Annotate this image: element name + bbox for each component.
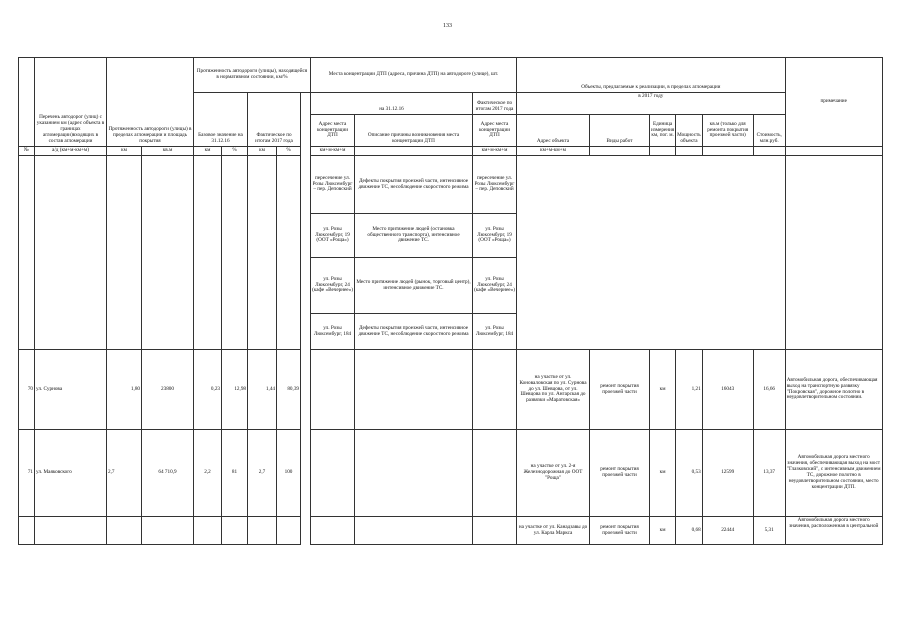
cont-act-pct [277,156,301,350]
base-km: 0,23 [194,350,222,430]
dtp-addr: пересечение ул. Розы Люксембург – пер. Деповский [311,156,355,214]
dtp-addr2: ул. Розы Люксембург, 19 (ООТ «Роща») [473,214,517,258]
dtp-cause: Место притяжение людей (остановка общественного транспорта), интенсивное движение ТС. [355,214,473,258]
table-row [19,430,883,517]
cost: 16,66 [753,350,785,430]
note: Автомобильная дорога местного значения, расположенная в центральной [785,517,882,545]
dtp-addr: ул. Розы Люксембург, 24 (кафе «Вечернее») [311,258,355,314]
object-address: на участке от ул. Канадзавы до ул. Карла Маркса [517,517,590,545]
cost-header: Стоимость, млн.руб. [753,115,785,147]
dtp-addr: ул. Розы Люксембург, 19 (ООТ «Роща») [311,214,355,258]
km-subheader: км [107,147,142,156]
capacity-header: Мощность объекта [676,115,703,147]
road-sqm [142,517,194,545]
dtp-addr-header: Адрес места концентрации ДТП [311,115,355,147]
road-km [107,517,142,545]
dtp-cause [355,350,473,430]
dtp-addr2: ул. Розы Люксембург, 24 (кафе «Вечернее») [473,258,517,314]
dtp-cause: Дефекты покрытия проезжей части, интенсивное движение ТС, несоблюдение скоростного режима [355,314,473,350]
addr-subheader: а/д (км+м-км+м) [35,147,107,156]
cost: 5,31 [753,517,785,545]
dtp-cause: Место притяжение людей (рынок, торговый центр), интенсивное движение ТС. [355,258,473,314]
dtp-addr [311,350,355,430]
unit: км [650,350,676,430]
dtp-cause [355,517,473,545]
act-km: 2,7 [248,430,277,517]
page-number: 133 [443,23,452,29]
road-objects-table [18,57,883,545]
unit: км [650,430,676,517]
cont-spacer [301,156,311,350]
road-name: ул. Сурнова [35,350,107,430]
road-km: 1,80 [107,350,142,430]
repair-header: кв.м (только для ремонта покрытия проезжей части) [702,115,753,147]
road-name [35,517,107,545]
dtp-cause [355,430,473,517]
act-pct: 100 [277,430,301,517]
road-km: 2,7 [107,430,142,517]
dtp-cause-header: Описание причины возникновения места концентрации ДТП [355,115,473,147]
dtp-addr2 [473,350,517,430]
row-num [19,517,35,545]
object-address: на участке от ул. 2-я Железнодорожная до ООТ "Роща" [517,430,590,517]
act-km-subheader: км [248,147,277,156]
capacity: 0,53 [676,430,703,517]
act-pct [277,517,301,545]
unit-header: Единица измерения км, пог. м. [650,115,676,147]
repair-area: 22444 [702,517,753,545]
num-header-top [19,58,35,147]
act-km [248,517,277,545]
dtp-addr: ул. Розы Люксембург, 184 [311,314,355,350]
row-spacer [301,430,311,517]
baseline-header: Базовое значение на 31.12.16 [194,93,248,147]
base-pct [222,517,248,545]
row-num: 71 [19,430,35,517]
obj-addr-header: Адрес объекта [517,115,590,147]
cont-act-km [248,156,277,350]
work-type: ремонт покрытия проезжей части [590,350,650,430]
cont-note [785,156,882,350]
dtp-cause: Дефекты покрытия проезжей части, интенсивное движение ТС, несоблюдение скоростного режима [355,156,473,214]
cont-name [35,156,107,350]
dtp-addr2 [473,430,517,517]
capacity: 1,21 [676,350,703,430]
dtp-addr2: ул. Розы Люксембург, 184 [473,314,517,350]
row-spacer [301,517,311,545]
road-name: ул. Маяковского [35,430,107,517]
year-header: в 2017 году [517,93,786,115]
table-row [19,350,883,430]
blank-sub-2 [650,147,676,156]
act-km: 1,44 [248,350,277,430]
cont-base-pct [222,156,248,350]
base-pct-subheader: % [222,147,248,156]
dtp-date-header: на 31.12.16 [311,93,473,115]
dtp-kmm-subheader: км+м-км+м [311,147,355,156]
dtp-addr [311,517,355,545]
work-type: ремонт покрытия проезжей части [590,430,650,517]
dtp-addr2 [473,517,517,545]
base-km: 2,2 [194,430,222,517]
capacity: 0,68 [676,517,703,545]
base-km [194,517,222,545]
repair-area: 12599 [702,430,753,517]
cost: 13,37 [753,430,785,517]
normative-header: Протяженность автодороги (улицы), находящейся в нормативном состоянии, км/% [194,58,311,93]
cont-km [107,156,142,350]
dtp-kmm2-subheader: км+м-км+м [473,147,517,156]
cont-objects [517,156,786,350]
base-pct: 12,98 [222,350,248,430]
spacer-col [301,93,311,156]
unit: км [650,517,676,545]
repair-area: 16043 [702,350,753,430]
work-type-header: Виды работ [590,115,650,147]
note-header: примечание [785,58,882,147]
sqm-subheader: кв.м [142,147,194,156]
objects-header: Объекты, предлагаемые к реализации, в пределах агломерации [517,58,786,93]
row-num: 70 [19,350,35,430]
length-header: Протяженность автодороги (улицы) в пределах агломерации и площадь покрытия [107,58,194,147]
blank-sub-6 [785,147,882,156]
blank-sub-4 [702,147,753,156]
note: Автомобильная дорога, обеспечивающая выход на транспортную развязку "Покровская", дорожное полотно в неудовлетворительном состоянии. [785,350,882,430]
actual-header: Фактическое по итогам 2017 года [248,93,301,147]
obj-kmm-subheader: км+м-км+м [517,147,590,156]
blank-sub-5 [753,147,785,156]
dtp-actual-header: Фактическое по итогам 2017 года [473,93,517,115]
blank-sub-1 [590,147,650,156]
road-list-header: Перечень автодорог (улиц) с указанием км (адрес объекта в границах агломерации)входящих в состав агломерации [35,58,107,147]
table-row [19,517,883,545]
dtp-header: Места концентрации ДТП (адреса, причина ДТП) на автодороге (улице), шт. [311,58,517,93]
base-pct: 81 [222,430,248,517]
object-address: на участке от ул. Коноваловская по ул. Сурнова до ул. Шевцова, от ул. Шевцова по ул. Ангарская до развязки «Маратовская» [517,350,590,430]
dtp-addr2: пересечение ул. Розы Люксембург – пер. Деповский [473,156,517,214]
blank-sub-3 [676,147,703,156]
road-sqm: 23800 [142,350,194,430]
road-sqm: 64 710,9 [142,430,194,517]
cont-base-km [194,156,222,350]
dtp-addr [311,430,355,517]
act-pct: 80,39 [277,350,301,430]
act-pct-subheader: % [277,147,301,156]
cont-num [19,156,35,350]
dtp-addr2-header: Адрес места концентрации ДТП [473,115,517,147]
row-spacer [301,350,311,430]
base-km-subheader: км [194,147,222,156]
dtp-blank-subheader [355,147,473,156]
cont-sqm [142,156,194,350]
note: Автомобильная дорога местного значения, обеспечивающая выход на мост "Глазковский", с интенсивным движением ТС, дорожное полотно в неудовлетворительном состоянии, место концентрации ДТП. [785,430,882,517]
num-subheader: № [19,147,35,156]
work-type: ремонт покрытия проезжей части [590,517,650,545]
